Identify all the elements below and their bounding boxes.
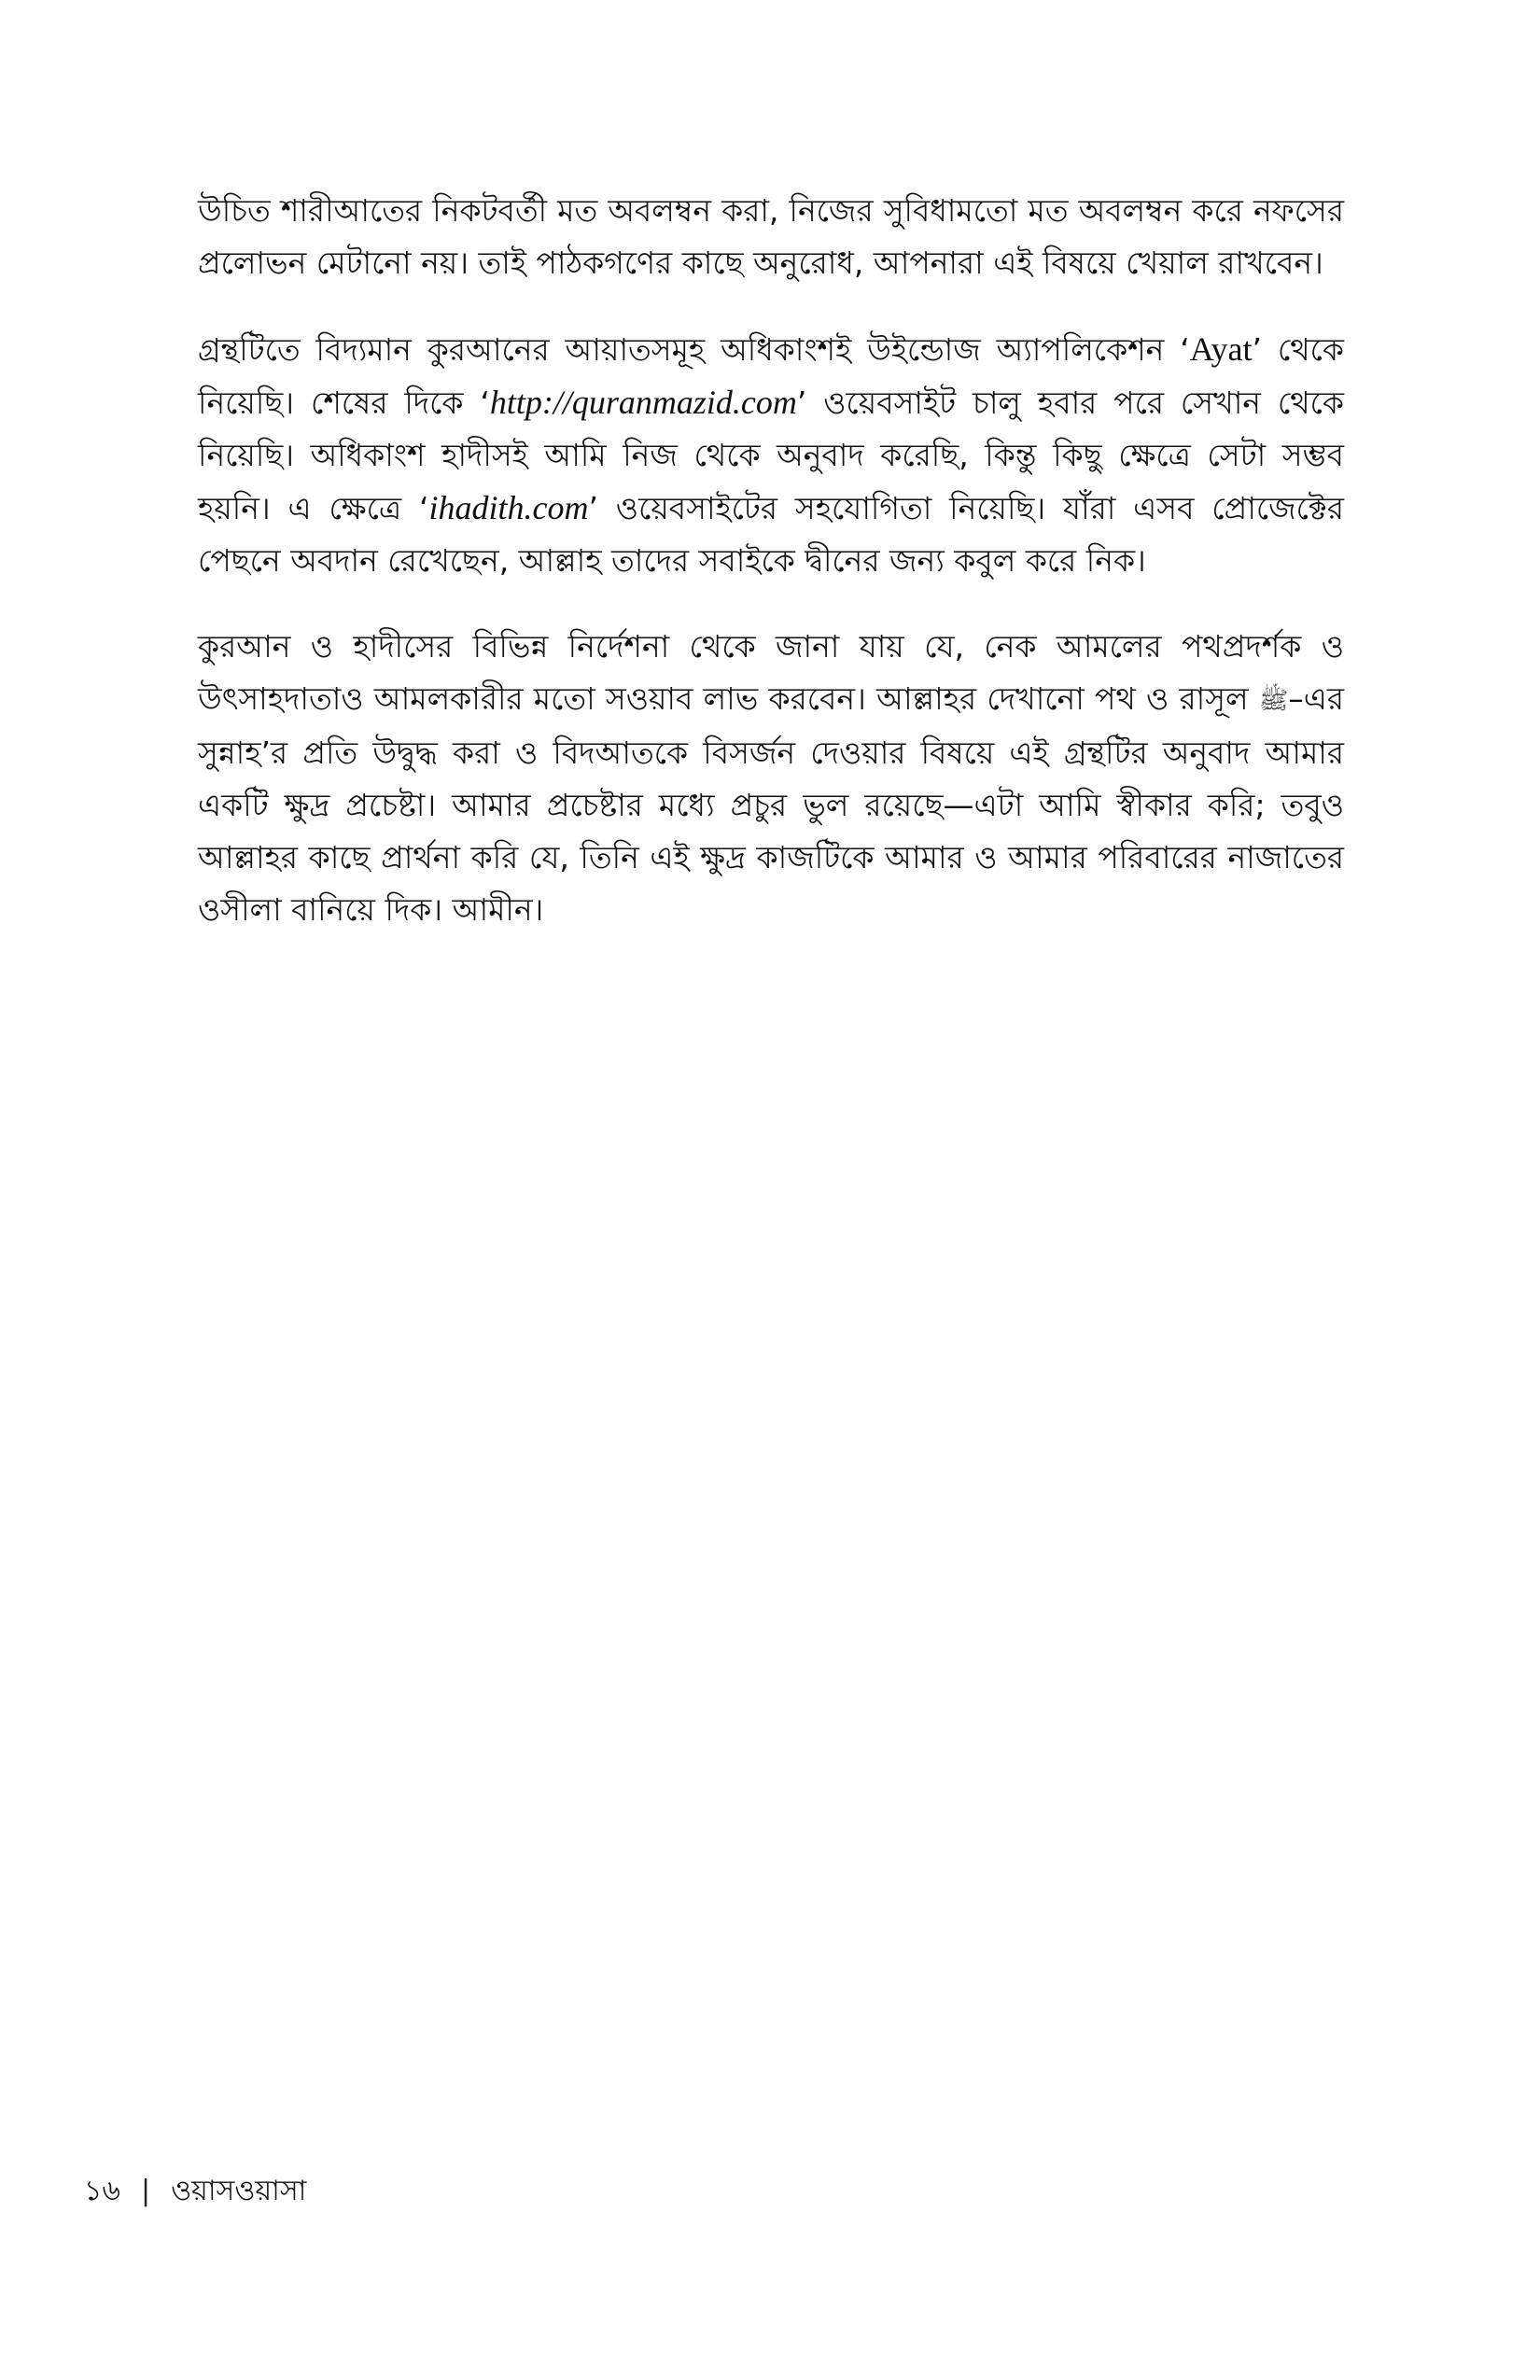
paragraph-3-text-a: কুরআন ও হাদীসের বিভিন্ন নির্দেশনা থেকে জানা যায় যে, নেক আমলের পথপ্রদর্শক ও উৎসাহদাতাও আমলকারীর মতো সওয়াব লাভ করবেন। আল্লাহর দেখানো পথ ও রাসূল [198,628,1344,717]
paragraph-2-text-c: ’ ওয়েবসাইট চালু হবার পরে সেখান থেকে নিয়েছি। অধিকাংশ হাদীসই আমি নিজ থেকে অনুবাদ করেছি, কিন্তু কিছু ক্ষেত্রে সেটা সম্ভব হয়নি। এ ক্ষেত্রে ‘ [198,385,1344,526]
app-name-ayat: Ayat [1189,330,1253,368]
paragraph-3-text-b: –এর সুন্নাহ’র প্রতি উদ্বুদ্ধ করা ও বিদআতকে বিসর্জন দেওয়ার বিষয়ে এই গ্রন্থটির অনুবাদ আমার একটি ক্ষুদ্র প্রচেষ্টা। আমার প্রচেষ্টার মধ্যে প্রচুর ভুল রয়েছে—এটা আমি স্বীকার করি; তবুও আল্লাহর কাছে প্রার্থনা করি যে, তিনি এই ক্ষুদ্র কাজটিকে আমার ও আমার পরিবারের নাজাতের ওসীলা বানিয়ে দিক। আমীন। [198,680,1344,928]
paragraph-2-text-b: ’ থেকে নিয়েছি। শেষের দিকে ‘ [198,331,1344,421]
page-footer [84,2173,306,2210]
page-number: ১৬ [84,2175,120,2207]
website-quranmazid: http://quranmazid.com [489,384,797,421]
paragraph-1 [198,185,1344,289]
page-body [198,185,1344,970]
paragraph-2-text-a: গ্রন্থটিতে বিদ্যমান কুরআনের আয়াতসমূহ অধিকাংশই উইন্ডোজ অ্যাপলিকেশন ‘ [198,331,1190,368]
footer-separator: | [140,2175,151,2207]
paragraph-1-text: উচিত শারীআতের নিকটবর্তী মত অবলম্বন করা, নিজের সুবিধামতো মত অবলম্বন করে নফসের প্রলোভন মেটানো নয়। তাই পাঠকগণের কাছে অনুরোধ, আপনারা এই বিষয়ে খেয়াল রাখবেন। [198,192,1344,281]
salawat-symbol: ﷺ [1258,686,1289,715]
website-ihadith: ihadith.com [428,489,589,526]
running-book-title: ওয়াসওয়াসা [171,2175,307,2207]
paragraph-3 [198,621,1344,936]
paragraph-2 [198,323,1344,587]
paragraph-2-text-d: ’ ওয়েবসাইটের সহযোগিতা নিয়েছি। যাঁরা এসব প্রোজেক্টের পেছনে অবদান রেখেছেন, আল্লাহ তাদের সবাইকে দ্বীনের জন্য কবুল করে নিক। [198,490,1344,579]
